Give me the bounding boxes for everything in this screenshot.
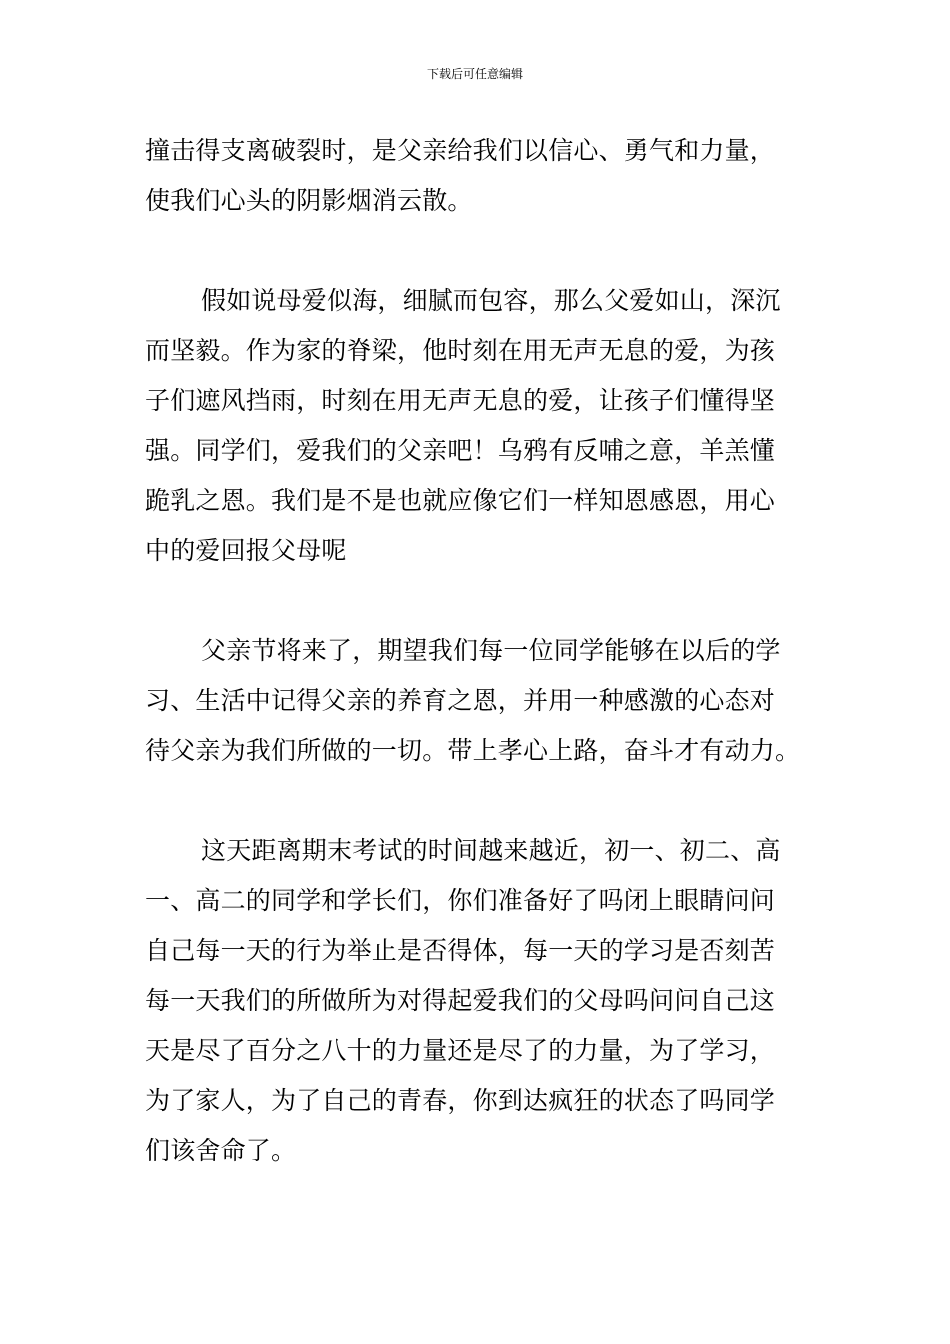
text-line: 天是尽了百分之八十的力量还是尽了的力量，为了学习，	[145, 1036, 776, 1065]
text-line: 这天距离期末考试的时间越来越近，初一、初二、高	[201, 836, 781, 865]
text-line: 习、生活中记得父亲的养育之恩，并用一种感激的心态对	[145, 686, 776, 715]
text-line: 子们遮风挡雨，时刻在用无声无息的爱，让孩子们懂得坚	[145, 386, 776, 415]
paragraph-3	[145, 626, 815, 776]
text-line: 父亲节将来了，期望我们每一位同学能够在以后的学	[201, 636, 781, 665]
text-line: 一、高二的同学和学长们，你们准备好了吗闭上眼睛问问	[145, 886, 776, 915]
text-line: 使我们心头的阴影烟消云散。	[145, 186, 473, 215]
text-line: 而坚毅。作为家的脊梁，他时刻在用无声无息的爱，为孩	[145, 336, 776, 365]
text-line: 为了家人，为了自己的青春，你到达疯狂的状态了吗同学	[145, 1086, 776, 1115]
text-line: 待父亲为我们所做的一切。带上孝心上路，奋斗才有动力。	[145, 736, 801, 765]
paragraph-1	[145, 126, 815, 226]
text-line: 中的爱回报父母呢	[145, 536, 347, 565]
paragraph-4	[145, 826, 815, 1176]
text-line: 撞击得支离破裂时，是父亲给我们以信心、勇气和力量，	[145, 136, 776, 165]
document-body	[145, 126, 815, 1176]
paragraph-gap	[145, 226, 815, 276]
paragraph-2	[145, 276, 815, 576]
text-line: 假如说母爱似海，细腻而包容，那么父爱如山，深沉	[201, 286, 781, 315]
text-line: 跪乳之恩。我们是不是也就应像它们一样知恩感恩，用心	[145, 486, 776, 515]
text-line: 自己每一天的行为举止是否得体，每一天的学习是否刻苦	[145, 936, 776, 965]
page-header: 下载后可任意编辑	[426, 67, 523, 81]
text-line: 们该舍命了。	[145, 1136, 297, 1165]
paragraph-gap	[145, 576, 815, 626]
text-line: 每一天我们的所做所为对得起爱我们的父母吗问问自己这	[145, 986, 776, 1015]
paragraph-gap	[145, 776, 815, 826]
text-line: 强。同学们，爱我们的父亲吧！乌鸦有反哺之意，羊羔懂	[145, 436, 776, 465]
